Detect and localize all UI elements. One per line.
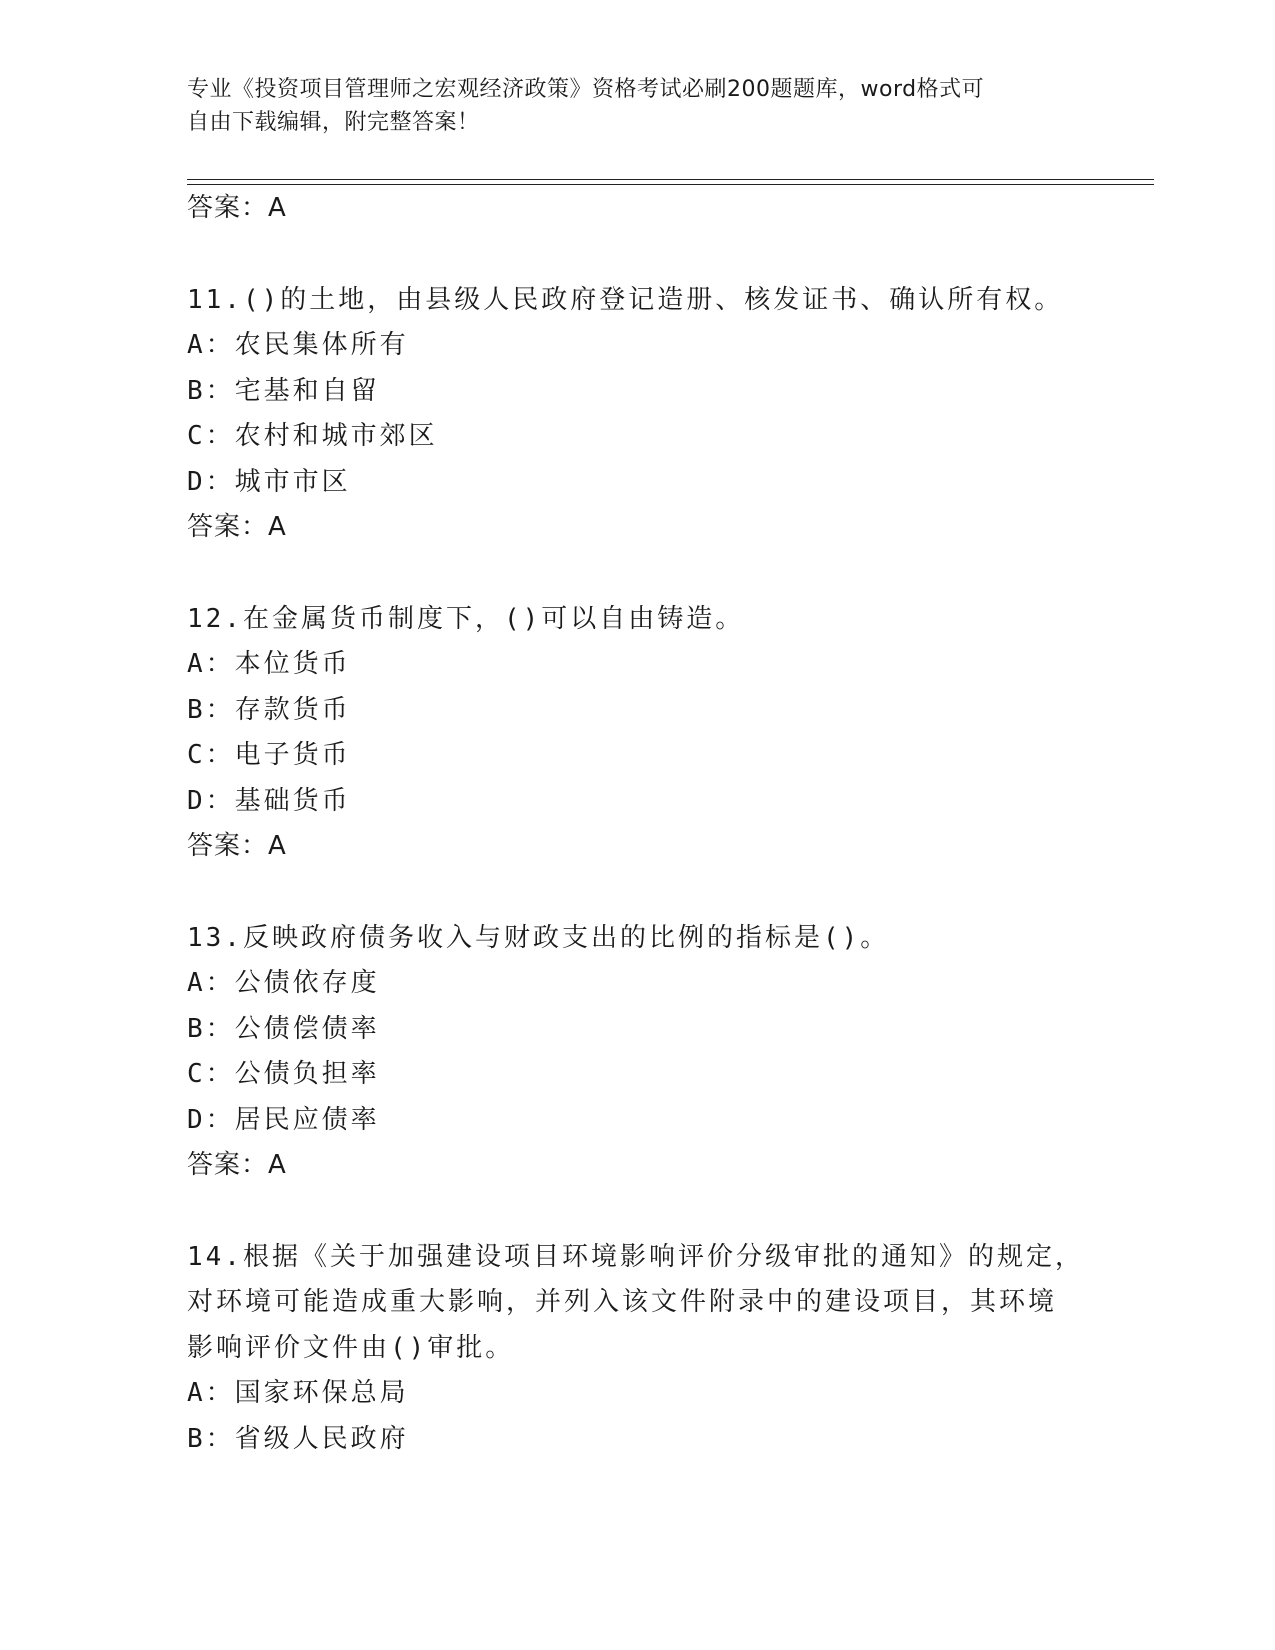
- header-divider: [187, 179, 1154, 185]
- header-line-2: 自由下载编辑，附完整答案！: [187, 110, 480, 135]
- answer-line: 答案：A: [187, 193, 287, 223]
- spacer: [187, 1189, 1087, 1235]
- option-b: B：公债偿债率: [187, 1013, 380, 1044]
- option-a: A：国家环保总局: [187, 1378, 409, 1408]
- option-b: B：宅基和自留: [187, 375, 380, 406]
- option-d: D：城市市区: [187, 466, 351, 497]
- question-13: [187, 916, 1087, 1189]
- question-line: 11.()的土地，由县级人民政府登记造册、核发证书、确认所有权。: [187, 284, 1064, 315]
- option-d: D：居民应债率: [187, 1104, 380, 1135]
- option-c: C：公债负担率: [187, 1059, 380, 1089]
- document-body: [187, 186, 1087, 1462]
- option-d: D：基础货币: [187, 785, 351, 816]
- document-header: [187, 73, 1087, 139]
- option-a: A：公债依存度: [187, 968, 380, 998]
- question-14: [187, 1235, 1087, 1463]
- question-line: 12.在金属货币制度下，()可以自由铸造。: [187, 603, 745, 634]
- spacer: [187, 870, 1087, 916]
- question-text: [187, 916, 1067, 962]
- option-c: C：农村和城市郊区: [187, 421, 438, 451]
- option-a: A：本位货币: [187, 649, 351, 679]
- answer-line: 答案：A: [187, 512, 287, 542]
- spacer: [187, 551, 1087, 597]
- question-11: [187, 278, 1087, 551]
- question-text: [187, 597, 1067, 643]
- answer-line: 答案：A: [187, 1150, 287, 1180]
- option-a: A：农民集体所有: [187, 330, 409, 360]
- question-line: 14.根据《关于加强建设项目环境影响评价分级审批的通知》的规定，: [187, 1241, 1084, 1272]
- question-text: [187, 1235, 1084, 1372]
- spacer: [187, 232, 1087, 278]
- question-text: [187, 278, 1067, 324]
- header-line-1: 专业《投资项目管理师之宏观经济政策》资格考试必刷200题题库，word格式可: [187, 77, 985, 102]
- option-b: B：省级人民政府: [187, 1423, 409, 1454]
- option-c: C：电子货币: [187, 740, 351, 770]
- answer-line: 答案：A: [187, 831, 287, 861]
- question-line: 13.反映政府债务收入与财政支出的比例的指标是()。: [187, 922, 890, 953]
- option-b: B：存款货币: [187, 694, 351, 725]
- question-line: 对环境可能造成重大影响，并列入该文件附录中的建设项目，其环境: [187, 1287, 1058, 1317]
- question-line: 影响评价文件由()审批。: [187, 1332, 515, 1363]
- question-12: [187, 597, 1087, 870]
